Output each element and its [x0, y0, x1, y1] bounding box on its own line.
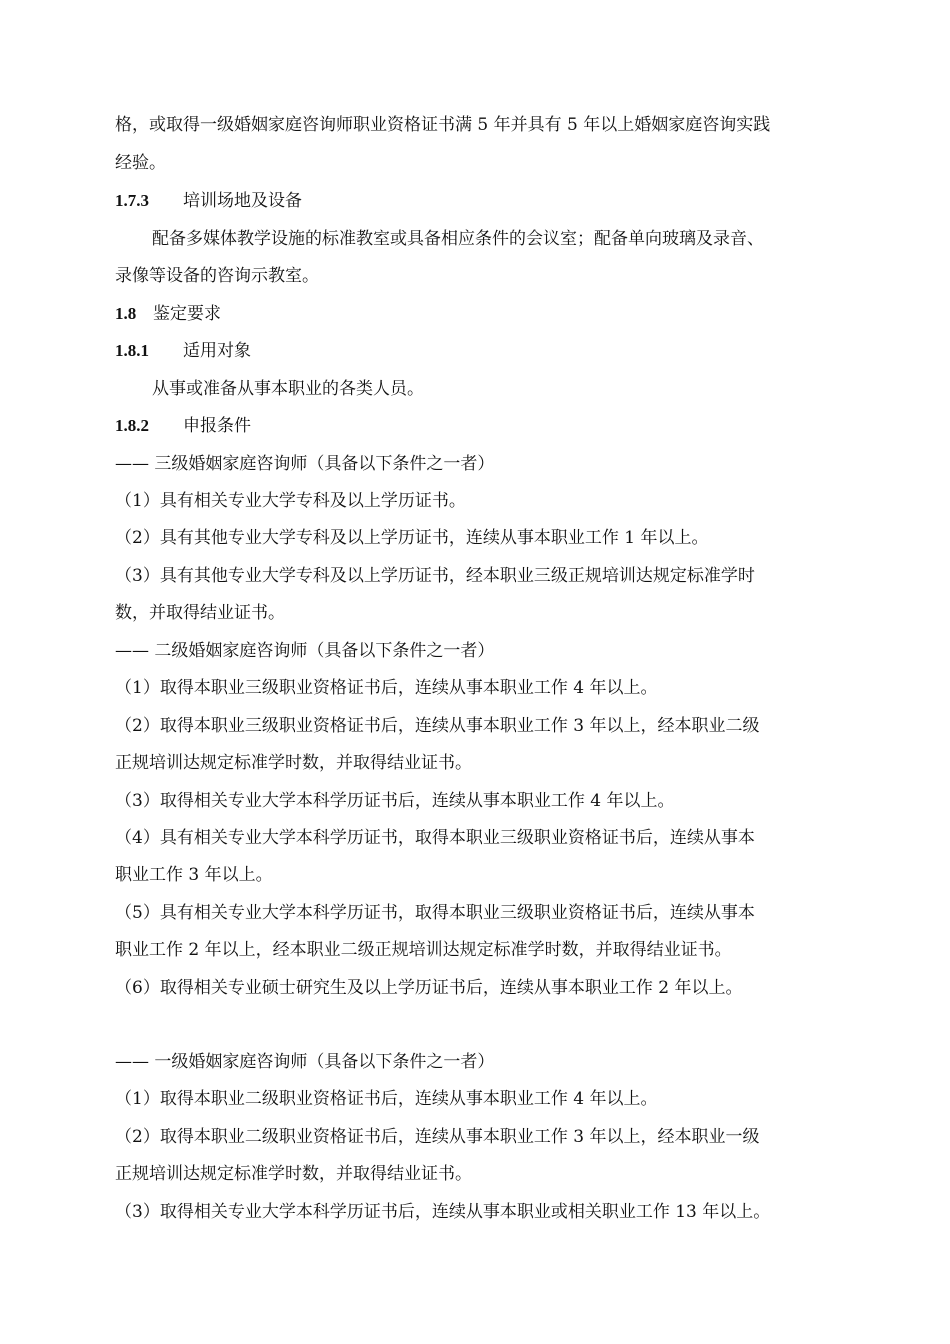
- group-heading-level-1: —— 一级婚姻家庭咨询师（具备以下条件之一者）: [115, 1052, 495, 1072]
- section-number: 1.7.3: [115, 191, 149, 210]
- list-item-continued: 正规培训达规定标准学时数，并取得结业证书。: [115, 753, 472, 773]
- list-item-continued: 职业工作 2 年以上，经本职业二级正规培训达规定标准学时数，并取得结业证书。: [115, 940, 732, 960]
- section-title: 培训场地及设备: [183, 191, 302, 211]
- section-heading-1-8-1: [115, 340, 251, 362]
- paragraph-line: 录像等设备的咨询示教室。: [115, 266, 319, 286]
- section-title: 申报条件: [183, 416, 251, 436]
- section-heading-1-7-3: [115, 190, 302, 212]
- list-item-continued: 数，并取得结业证书。: [115, 603, 285, 623]
- list-item: （3）具有其他专业大学专科及以上学历证书，经本职业三级正规培训达规定标准学时: [115, 566, 755, 586]
- section-heading-1-8-2: [115, 415, 251, 437]
- list-item-continued: 正规培训达规定标准学时数，并取得结业证书。: [115, 1164, 472, 1184]
- list-item: （3）取得相关专业大学本科学历证书后，连续从事本职业或相关职业工作 13 年以上。: [115, 1202, 771, 1222]
- group-heading-level-3: —— 三级婚姻家庭咨询师（具备以下条件之一者）: [115, 454, 495, 474]
- section-title: 鉴定要求: [153, 304, 221, 324]
- list-item: （2）取得本职业三级职业资格证书后，连续从事本职业工作 3 年以上，经本职业二级: [115, 716, 760, 736]
- list-item: （4）具有相关专业大学本科学历证书，取得本职业三级职业资格证书后，连续从事本: [115, 828, 755, 848]
- section-number: 1.8.2: [115, 416, 149, 435]
- section-heading-1-8: [115, 303, 221, 325]
- paragraph-line: 经验。: [115, 153, 166, 173]
- list-item: （6）取得相关专业硕士研究生及以上学历证书后，连续从事本职业工作 2 年以上。: [115, 978, 743, 998]
- section-number: 1.8.1: [115, 341, 149, 360]
- list-item: （1）具有相关专业大学专科及以上学历证书。: [115, 491, 466, 511]
- list-item-continued: 职业工作 3 年以上。: [115, 865, 273, 885]
- list-item: （3）取得相关专业大学本科学历证书后，连续从事本职业工作 4 年以上。: [115, 791, 675, 811]
- section-number: 1.8: [115, 304, 137, 323]
- list-item: （5）具有相关专业大学本科学历证书，取得本职业三级职业资格证书后，连续从事本: [115, 903, 755, 923]
- paragraph-line: 配备多媒体教学设施的标准教室或具备相应条件的会议室；配备单向玻璃及录音、: [152, 229, 764, 249]
- list-item: （1）取得本职业三级职业资格证书后，连续从事本职业工作 4 年以上。: [115, 678, 658, 698]
- list-item: （1）取得本职业二级职业资格证书后，连续从事本职业工作 4 年以上。: [115, 1089, 658, 1109]
- paragraph-line: 格，或取得一级婚姻家庭咨询师职业资格证书满 5 年并具有 5 年以上婚姻家庭咨询实践: [115, 115, 771, 135]
- list-item: （2）取得本职业二级职业资格证书后，连续从事本职业工作 3 年以上，经本职业一级: [115, 1127, 760, 1147]
- section-title: 适用对象: [183, 341, 251, 361]
- group-heading-level-2: —— 二级婚姻家庭咨询师（具备以下条件之一者）: [115, 641, 495, 661]
- list-item: （2）具有其他专业大学专科及以上学历证书，连续从事本职业工作 1 年以上。: [115, 528, 709, 548]
- paragraph-line: 从事或准备从事本职业的各类人员。: [152, 379, 424, 399]
